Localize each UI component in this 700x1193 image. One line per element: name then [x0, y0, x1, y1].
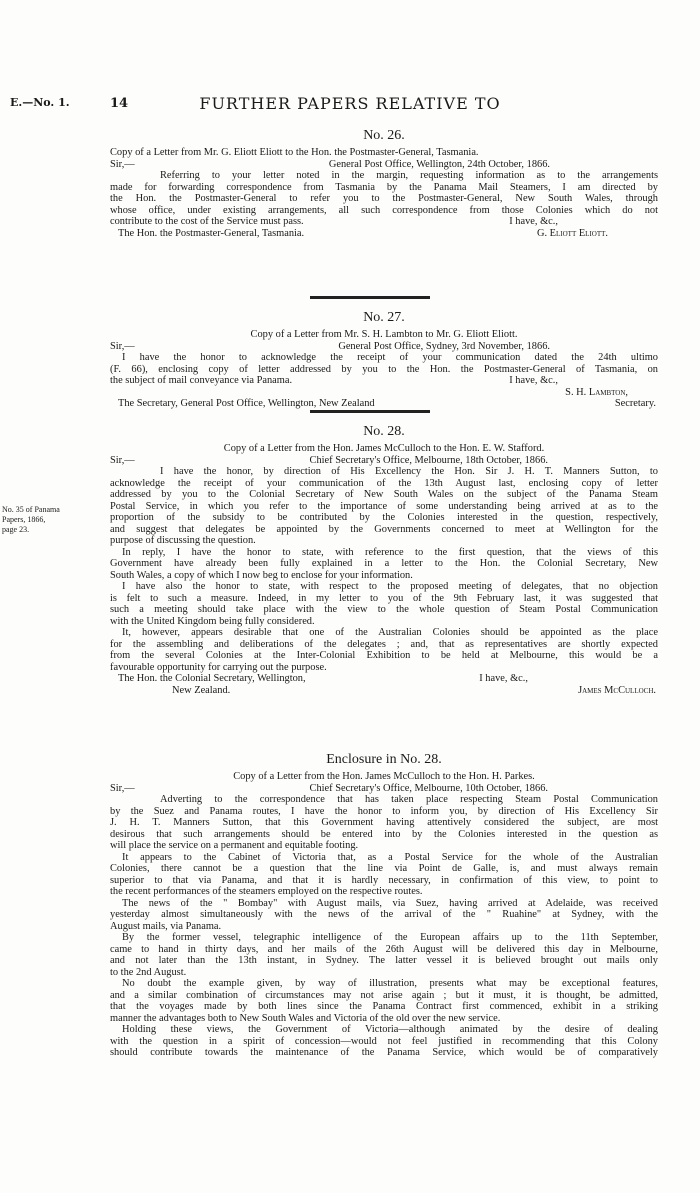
letter-number: No. 27. [363, 310, 405, 325]
letter-body-line: is felt to such a measure. Indeed, in my letter to you of the 9th February last, it was suggested that [110, 592, 658, 604]
document-reference: E.—No. 1. [10, 96, 70, 109]
letter-no-26 [110, 128, 658, 239]
recipient-row [110, 228, 658, 240]
salutation-row [110, 341, 658, 353]
letter-body-line: It, however, appears desirable that one of the Australian Colonies should be appointed as the place [122, 627, 658, 638]
letter-body-line: acknowledge the receipt of your communication of the 13th August last, enclosing copy of letter [110, 477, 658, 489]
recipient-row [110, 685, 658, 697]
letter-body-last: purpose of discussing the question. [110, 535, 256, 546]
letter-body-line: superior to that via Panama, and that it is hardly necessary, in confirmation of this view, to point to [110, 874, 658, 886]
letter-body-line: I have the honor to acknowledge the receipt of your communication dated the 24th ultimo [122, 352, 658, 363]
enclosure-heading: Enclosure in No. 28. [326, 752, 442, 767]
closing: I have, &c., [479, 673, 528, 684]
letter-body-line: By the former vessel, telegraphic intelligence of the European affairs up to the 11th September, [122, 932, 658, 943]
margin-note [2, 505, 102, 535]
letter-no-28 [110, 424, 658, 696]
letter-body-line: Colonies, there cannot be a question that the line via Point de Galle, is, and must always remain [110, 863, 658, 874]
salutation-row [110, 783, 658, 795]
letter-body-line: desirous that such arrangements should be entered into by the Colonies interested in the question as [110, 828, 658, 840]
letter-no-27 [110, 310, 658, 410]
letter-body-line: Holding these views, the Government of Victoria—although animated by the desire of dealing [122, 1024, 658, 1035]
sender-address: Chief Secretary's Office, Melbourne, 18th October, 1866. [309, 454, 548, 466]
letter-caption: Copy of a Letter from the Hon. James McCulloch to the Hon. E. W. Stafford. [223, 443, 545, 454]
salutation: Sir,— [110, 782, 135, 794]
letter-body-line: (F. 66), enclosing copy of letter addressed by you to the Hon. the Postmaster-General of Tasmania, on [110, 363, 658, 375]
letter-body-line: I have the honor, by direction of His Excellency the Hon. Sir J. H. T. Manners Sutton, to [160, 466, 658, 477]
letter-body-line: for the assembling and deliberations of the delegates ; and, that as representatives are shortly expected [110, 638, 658, 650]
salutation: Sir,— [110, 454, 135, 466]
closing: I have, &c., [509, 216, 558, 227]
letter-body-line: Adverting to the correspondence that has taken place respecting Steam Postal Communication [160, 794, 658, 805]
signature: G. Eliott Eliott. [536, 227, 608, 239]
letter-body-line: with the question in a spirit of concession—would not feel justified in recommending that this Colony [110, 1035, 658, 1047]
letter-body-last: August mails, via Panama. [110, 920, 222, 932]
letter-body-line: The news of the " Bombay" with August mails, via Suez, having arrived at Adelaide, was received [122, 897, 658, 909]
sender-address: Chief Secretary's Office, Melbourne, 10th October, 1866. [309, 782, 548, 794]
letter-body-last: to the 2nd August. [110, 966, 187, 978]
letter-body-last: favourable opportunity for carrying out the purpose. [110, 661, 327, 673]
signature-title: Secretary. [614, 398, 656, 409]
letter-body-line: I have also the honor to state, with respect to the proposed meeting of delegates, that no objection [122, 581, 658, 592]
salutation: Sir,— [110, 340, 135, 352]
letter-body-last: contribute to the cost of the Service must pass. [110, 216, 304, 227]
letter-body-line: addressed by you to the Colonial Secretary of New South Wales on the subject of the Panama Steam [110, 489, 658, 500]
margin-note-line: No. 35 of Panama [2, 505, 60, 514]
letter-body-line: Postal Service, in which you refer to the importance of some understanding being arrived at as to the [110, 500, 658, 512]
salutation: Sir,— [110, 158, 135, 170]
letter-body-line: and a similar combination of circumstances may not arise again ; but it must, it is thought, be admitted, [110, 989, 658, 1001]
letter-number: No. 28. [363, 424, 405, 439]
closing-row [110, 375, 658, 387]
letter-body-line: yesterday almost simultaneously with the news of the arrival of the " Ruahine" at Sydney, with the [110, 909, 658, 920]
letter-body-line: Referring to your letter noted in the margin, requesting information as to the arrangements [160, 170, 658, 181]
letter-body-line: made for forwarding correspondence from Tasmania by the Panama Mail Steamers, I am directed by [110, 181, 658, 193]
salutation-row [110, 455, 658, 467]
letter-body-line: and not later than the 13th instant, in Sydney. The latter vessel it is believed brought out mails only [110, 955, 658, 966]
running-header [0, 96, 700, 116]
section-divider [310, 410, 430, 413]
letter-body-line: came to hand in thirty days, and her mails of the 26th August will be delivered this day in Melbourne, [110, 943, 658, 955]
page-number: 14 [110, 96, 129, 111]
letter-caption: Copy of a Letter from Mr. S. H. Lambton to Mr. G. Eliott Eliott. [250, 329, 518, 340]
letter-body-line: whose office, under existing arrangements, all such correspondence from those Colonies which do not [110, 204, 658, 216]
letter-body-last: the subject of mail conveyance via Panama. [110, 375, 293, 386]
letter-body-line: proportion of the subsidy to be contributed by the Colonies interested in the question, respectively, [110, 512, 658, 523]
signature-name: S. H. Lambton, [565, 386, 628, 398]
letter-body-line: the Hon. the Postmaster-General to refer you to the Postmaster-General, New South Wales, through [110, 193, 658, 204]
page-title: FURTHER PAPERS RELATIVE TO [199, 94, 501, 113]
letter-body-line: J. H. T. Manners Sutton, that this Government having attentively considered the subject, are most [110, 817, 658, 828]
recipient: New Zealand. [172, 684, 231, 696]
letter-body-line: In reply, I have the honor to state, with reference to the first question, that the views of this [122, 546, 658, 558]
recipient-row [110, 673, 658, 685]
letter-body-line: and suggest that delegates be appointed by the Governments concerned to meet at Wellington for the [110, 523, 658, 535]
enclosure-no-28 [110, 752, 658, 1059]
letter-body-line: such a meeting should take place with the view to the whole question of Steam Postal Communication [110, 604, 658, 615]
recipient: The Hon. the Colonial Secretary, Wellington, [118, 673, 306, 684]
letter-body-line: No doubt the example given, by way of illustration, presents what may be exceptional features, [122, 978, 658, 989]
signature: James McCulloch. [578, 684, 656, 696]
letter-number: No. 26. [363, 128, 405, 143]
letter-body-last: will place the service on a permanent and equitable footing. [110, 840, 359, 851]
letter-body-last: South Wales, a copy of which I now beg to enclose for your information. [110, 569, 413, 581]
signature [110, 387, 658, 399]
letter-caption: Copy of a Letter from the Hon. James McCulloch to the Hon. H. Parkes. [233, 771, 535, 782]
letter-body-last: with the United Kingdom being fully considered. [110, 615, 315, 627]
letter-body-line: by the Suez and Panama routes, I have the honor to inform you, by direction of His Excellency Sir [110, 805, 658, 817]
recipient: The Hon. the Postmaster-General, Tasmania. [118, 227, 305, 239]
letter-body-last: the recent performances of the steamers employed on the respective routes. [110, 886, 423, 897]
salutation-row [110, 159, 658, 171]
margin-note-line: page 23. [2, 525, 30, 534]
section-divider [310, 296, 430, 299]
margin-note-line: Papers, 1866, [2, 515, 46, 524]
letter-body-last: manner the advantages both to New South Wales and Victoria of the old over the new service. [110, 1012, 501, 1024]
letter-body-line: It appears to the Cabinet of Victoria that, as a Postal Service for the whole of the Australian [122, 851, 658, 863]
letter-body-line: should contribute towards the maintenance of the Panama Service, which would be of comparatively [110, 1047, 658, 1058]
letter-body-line: from the several Colonies at the Inter-Colonial Exhibition to be held at Melbourne, this would be a [110, 650, 658, 661]
letter-body-line: Government have already been fully explained in a letter to the Hon. the Colonial Secretary, New [110, 558, 658, 569]
sender-address: General Post Office, Wellington, 24th October, 1866. [328, 158, 550, 170]
recipient: The Secretary, General Post Office, Wellington, New Zealand [118, 398, 375, 409]
closing: I have, &c., [509, 375, 558, 386]
letter-caption: Copy of a Letter from Mr. G. Eliott Eliott to the Hon. the Postmaster-General, Tasmania. [110, 147, 479, 158]
letter-body-line: that the voyages made by both lines since the Panama Contract first commenced, exhibit in a striking [110, 1001, 658, 1012]
closing-row [110, 216, 658, 228]
sender-address: General Post Office, Sydney, 3rd November, 1866. [338, 340, 550, 352]
recipient-row [110, 398, 658, 410]
